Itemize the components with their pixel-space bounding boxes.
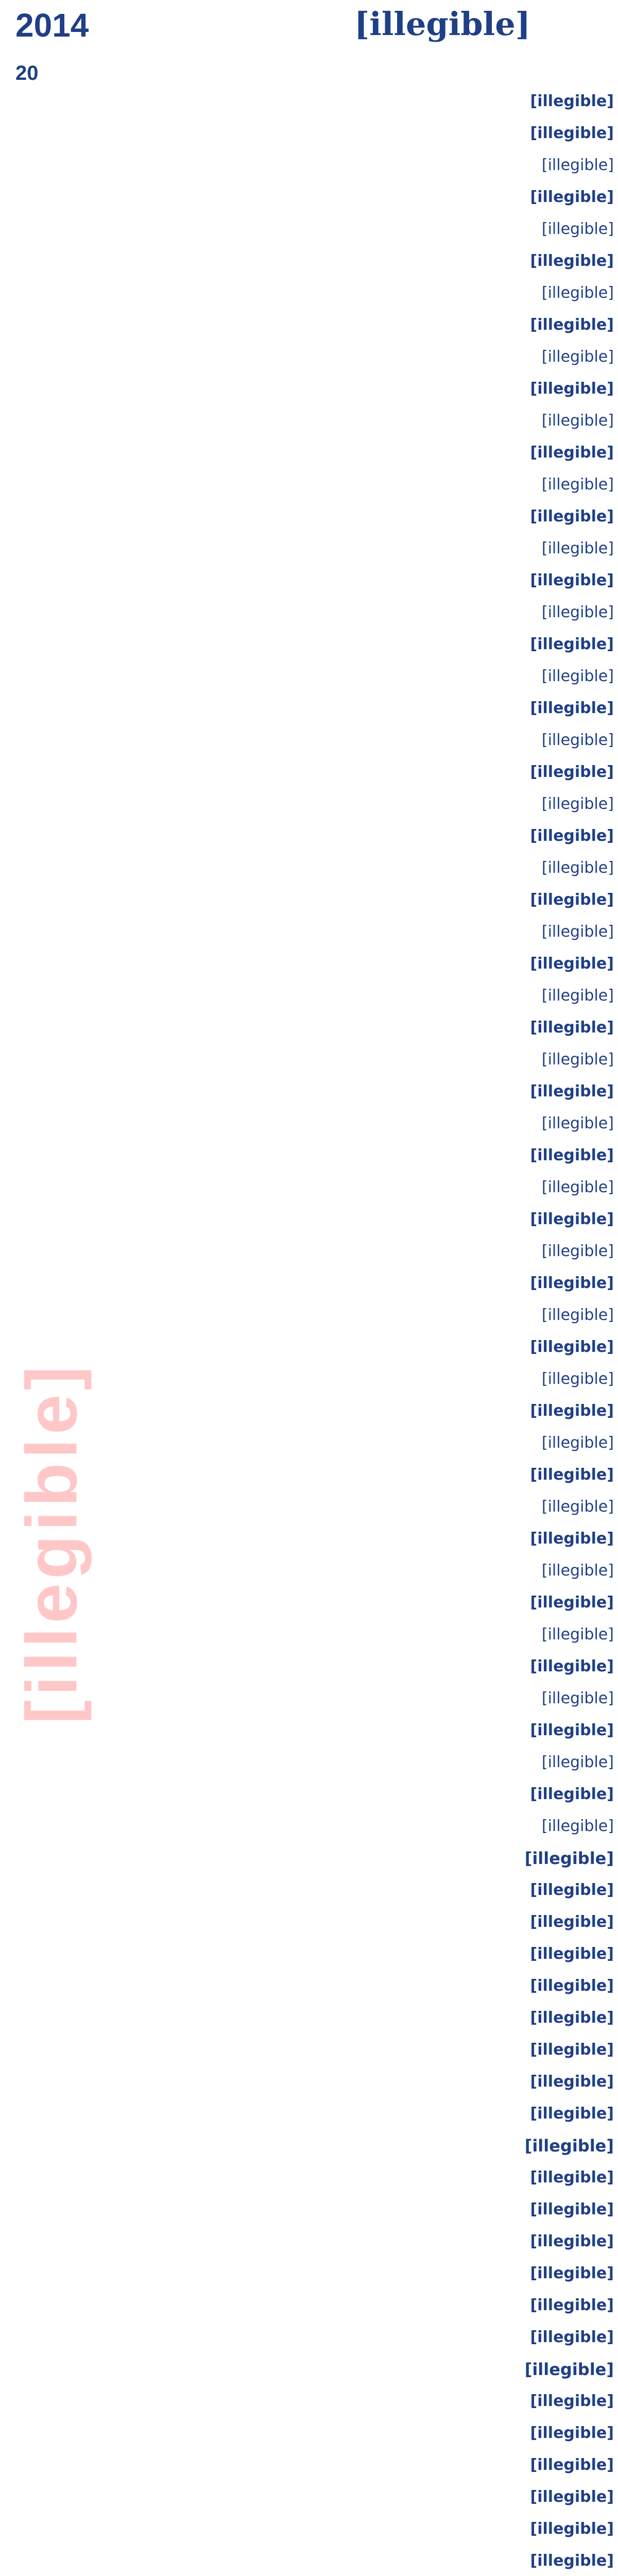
section-heading: [illegible] xyxy=(524,2361,614,2379)
answer-line: [illegible] xyxy=(541,668,614,685)
answer-line: [illegible] xyxy=(541,1754,614,1771)
question-line: [illegible] xyxy=(530,2456,614,2473)
question-line: [illegible] xyxy=(530,2201,614,2218)
question-line: [illegible] xyxy=(530,955,614,972)
question-line: [illegible] xyxy=(530,2233,614,2250)
answer-line: [illegible] xyxy=(541,604,614,621)
answer-line: [illegible] xyxy=(541,987,614,1004)
question-line: [illegible] xyxy=(530,572,614,589)
question-line: [illegible] xyxy=(530,2329,614,2346)
answer-line: [illegible] xyxy=(541,1626,614,1643)
question-line: [illegible] xyxy=(530,2009,614,2026)
question-line: [illegible] xyxy=(530,1211,614,1228)
question-line: [illegible] xyxy=(530,1019,614,1036)
question-line: [illegible] xyxy=(530,2041,614,2058)
question-line: [illegible] xyxy=(530,2265,614,2282)
question-line: [illegible] xyxy=(530,189,614,206)
answer-line: [illegible] xyxy=(541,157,614,174)
question-line: [illegible] xyxy=(530,93,614,110)
answer-line: [illegible] xyxy=(541,1818,614,1835)
question-line: [illegible] xyxy=(530,827,614,844)
question-line: [illegible] xyxy=(530,1658,614,1675)
question-line: [illegible] xyxy=(530,700,614,717)
question-line: [illegible] xyxy=(530,2297,614,2314)
question-line: [illegible] xyxy=(530,508,614,525)
question-line: [illegible] xyxy=(530,891,614,908)
answer-line: [illegible] xyxy=(541,859,614,876)
answer-line: [illegible] xyxy=(541,540,614,557)
answer-line: [illegible] xyxy=(541,1307,614,1324)
question-line: [illegible] xyxy=(530,444,614,461)
answer-line: [illegible] xyxy=(541,1115,614,1132)
page-title: [illegible] xyxy=(354,5,530,43)
answer-line: [illegible] xyxy=(541,923,614,940)
question-line: [illegible] xyxy=(530,1530,614,1547)
question-line: [illegible] xyxy=(530,1338,614,1355)
answer-line: [illegible] xyxy=(541,348,614,365)
section-heading: [illegible] xyxy=(524,2137,614,2156)
question-line: [illegible] xyxy=(530,2425,614,2442)
answer-line: [illegible] xyxy=(541,284,614,301)
question-line: [illegible] xyxy=(530,1594,614,1611)
answer-line: [illegible] xyxy=(541,1243,614,1260)
answer-line: [illegible] xyxy=(541,476,614,493)
answer-line: [illegible] xyxy=(541,1434,614,1451)
question-line: [illegible] xyxy=(530,316,614,333)
question-line: [illegible] xyxy=(530,2488,614,2505)
answer-line: [illegible] xyxy=(541,221,614,238)
exam-content xyxy=(0,88,618,2576)
question-line: [illegible] xyxy=(530,2552,614,2569)
total-marks: 20 xyxy=(15,62,39,84)
question-line: [illegible] xyxy=(530,1882,614,1899)
question-line: [illegible] xyxy=(530,1722,614,1739)
watermark-text: [illegible] xyxy=(11,1362,92,1724)
question-line: [illegible] xyxy=(530,2520,614,2537)
question-line: [illegible] xyxy=(530,1913,614,1930)
question-line: [illegible] xyxy=(530,252,614,269)
question-line: [illegible] xyxy=(530,1786,614,1803)
question-line: [illegible] xyxy=(530,764,614,781)
answer-line: [illegible] xyxy=(541,1370,614,1387)
question-line: [illegible] xyxy=(530,2169,614,2186)
question-line: [illegible] xyxy=(530,2105,614,2122)
question-line: [illegible] xyxy=(530,1083,614,1100)
question-line: [illegible] xyxy=(530,1977,614,1994)
question-line: [illegible] xyxy=(530,2073,614,2090)
question-line: [illegible] xyxy=(530,1402,614,1419)
answer-line: [illegible] xyxy=(541,795,614,812)
answer-line: [illegible] xyxy=(541,412,614,429)
question-line: [illegible] xyxy=(530,1466,614,1483)
question-line: [illegible] xyxy=(530,125,614,142)
question-line: [illegible] xyxy=(530,636,614,653)
answer-line: [illegible] xyxy=(541,1179,614,1196)
page-header xyxy=(0,0,618,88)
question-line: [illegible] xyxy=(530,1275,614,1292)
question-line: [illegible] xyxy=(530,1147,614,1164)
question-line: [illegible] xyxy=(530,2393,614,2410)
answer-line: [illegible] xyxy=(541,1051,614,1068)
question-line: [illegible] xyxy=(530,1945,614,1962)
section-heading: [illegible] xyxy=(524,1850,614,1868)
answer-line: [illegible] xyxy=(541,732,614,749)
answer-line: [illegible] xyxy=(541,1690,614,1707)
answer-line: [illegible] xyxy=(541,1562,614,1579)
question-line: [illegible] xyxy=(530,380,614,397)
answer-line: [illegible] xyxy=(541,1498,614,1515)
exam-year: 2014 xyxy=(15,7,89,44)
